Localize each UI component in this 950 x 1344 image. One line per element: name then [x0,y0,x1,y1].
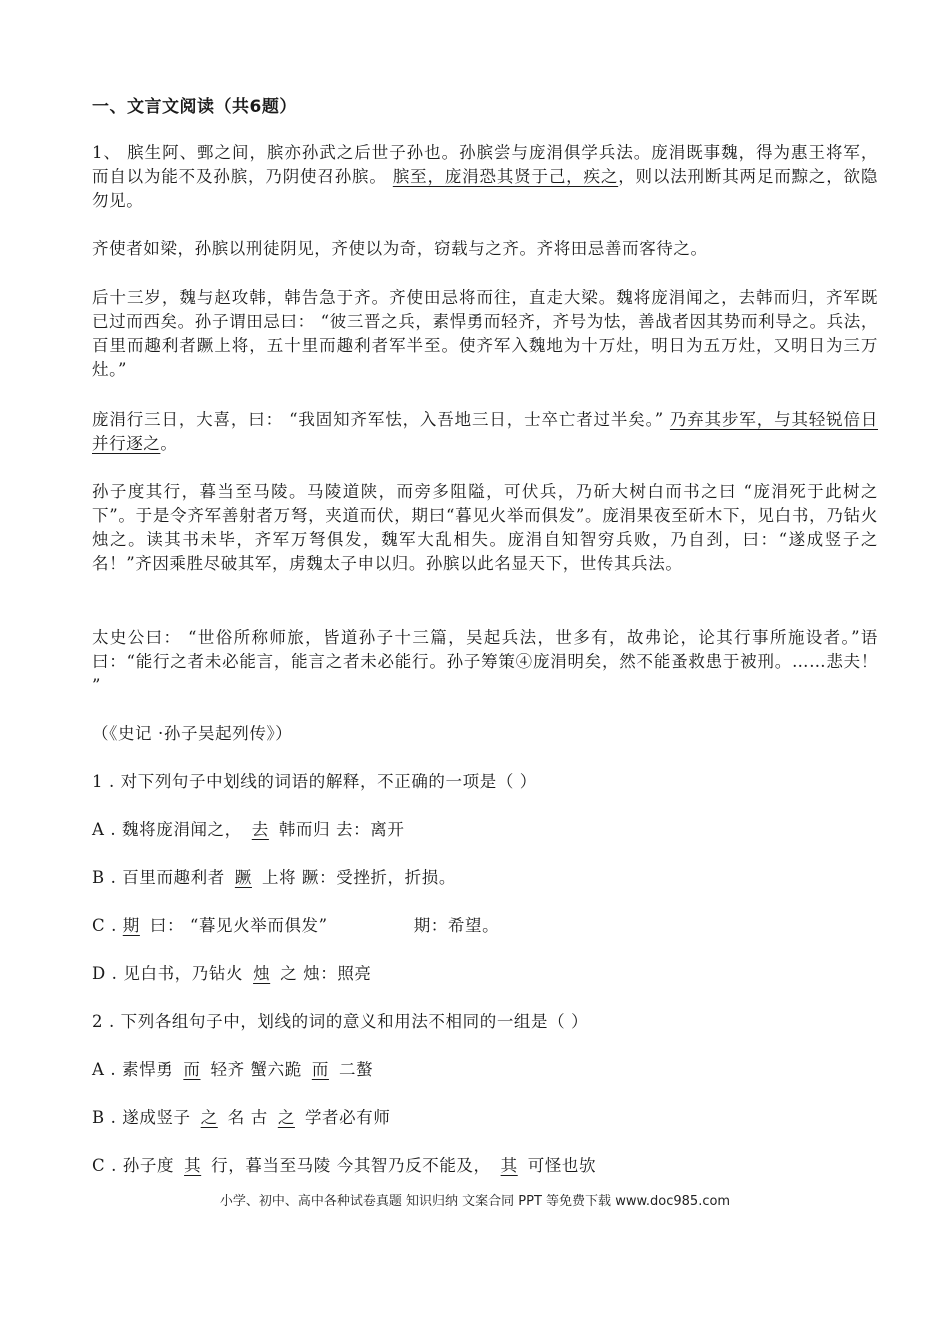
text: 期：希望。 [413,916,500,935]
question-2-option-a [92,1058,878,1082]
text: A . 魏将庞涓闻之， [92,820,242,839]
question-2: 2 . 下列各组句子中，划线的词的意义和用法不相同的一组是（ ） [92,1012,589,1031]
underlined-word: 去 [251,820,269,839]
underlined-word: 之 [277,1108,295,1127]
question-1-option-d [92,962,878,986]
section-heading: 一、文言文阅读（共6题） [92,97,297,117]
question-2-option-c [92,1154,878,1178]
text: 韩而归 去：离开 [278,820,405,839]
underlined-word: 而 [311,1060,329,1079]
passage-paragraph-5: 孙子度其行，暮当至马陵。马陵道陕，而旁多阻隘，可伏兵，乃斫大树白而书之曰 “庞涓死于此树之下”。于是令齐军善射者万弩，夹道而伏，期曰“暮见火举而俱发”。庞涓果夜至斫木下，见白书，乃钻火烛之。读其书未毕，齐军万弩俱发，魏军大乱相失。庞涓自知智穷兵败，乃自刭，曰：“遂成竖子之名！”齐因乘胜尽破其军，虏魏太子申以归。孙膑以此名显天下，世传其兵法。 [92,482,878,573]
text: B . 百里而趣利者 [92,868,225,887]
question-1-option-c [92,914,878,938]
question-1: 1 . 对下列句子中划线的词语的解释，不正确的一项是（ ） [92,772,537,791]
text: D . 见白书，乃钻火 [92,964,244,983]
text: A . 素悍勇 [92,1060,174,1079]
passage-paragraph-1 [92,141,878,213]
text: 轻齐 蟹六跪 [210,1060,302,1079]
underlined-word: 蹶 [234,868,252,887]
text: 上将 蹶：受挫折，折损。 [261,868,456,887]
text: 学者必有师 [304,1108,391,1127]
underlined-text: 膑至，庞涓恐其贤于己，疾之 [392,167,619,186]
text: 之 烛：照亮 [280,964,372,983]
text: 名 古 [227,1108,268,1127]
underlined-word: 之 [200,1108,218,1127]
text: C . 孙子度 [92,1156,175,1175]
text: 曰： “暮见火举而俱发” [149,916,328,935]
underlined-word: 期 [122,916,140,935]
underlined-word: 其 [500,1156,518,1175]
text: 行，暮当至马陵 今其智乃反不能及， [211,1156,491,1175]
text: 。 [160,434,178,453]
text: 1、 膑生阿、鄄之间，膑亦孙武之后世子孙也。孙膑尝与庞涓俱学兵法。庞涓既事魏，得为惠王将军，而自以为能不及孙膑，乃阴使召孙膑。 [92,143,878,186]
question-2-option-b [92,1106,878,1130]
question-1-option-a [92,818,878,842]
passage-paragraph-3: 后十三岁，魏与赵攻韩，韩告急于齐。齐使田忌将而往，直走大梁。魏将庞涓闻之，去韩而归，齐军既已过而西矣。孙子谓田忌曰： “彼三晋之兵，素悍勇而轻齐，齐号为怯，善战者因其势而利导之。兵法，百里而趣利者蹶上将，五十里而趣利者军半至。使齐军入魏地为十万灶，明日为五万灶，又明日为三万灶。” [92,288,878,379]
text: 可怪也欤 [527,1156,597,1175]
page-footer: 小学、初中、高中各种试卷真题 知识归纳 文案合同 PPT 等免费下载 www.doc985.com [219,1194,731,1209]
text: ，则以法刑断其两足而黥之，欲隐勿见。 [92,167,878,210]
underlined-word: 其 [184,1156,202,1175]
text: C . [92,916,123,935]
passage-paragraph-6: 太史公曰： “世俗所称师旅，皆道孙子十三篇，吴起兵法，世多有，故弗论，论其行事所施设者。”语曰：“能行之者未必能言，能言之者未必能行。孙子筹策④庞涓明矣，然不能蚤救患于被刑。……悲夫！ ” [92,628,878,695]
text: 庞涓行三日，大喜，曰： “我固知齐军怯，入吾地三日，士卒亡者过半矣。” [92,410,670,429]
text: 二螯 [338,1060,374,1079]
passage-paragraph-2: 齐使者如梁，孙膑以刑徒阴见，齐使以为奇，窃载与之齐。齐将田忌善而客待之。 [92,239,708,258]
passage-paragraph-4 [92,408,878,456]
underlined-word: 而 [183,1060,201,1079]
question-1-option-b [92,866,878,890]
underlined-text: 乃弃其步军，与其轻锐倍日并行逐之 [92,410,878,453]
text: B . 遂成竖子 [92,1108,191,1127]
passage-source: （《史记 ·孙子吴起列传》） [92,724,293,743]
underlined-word: 烛 [253,964,271,983]
